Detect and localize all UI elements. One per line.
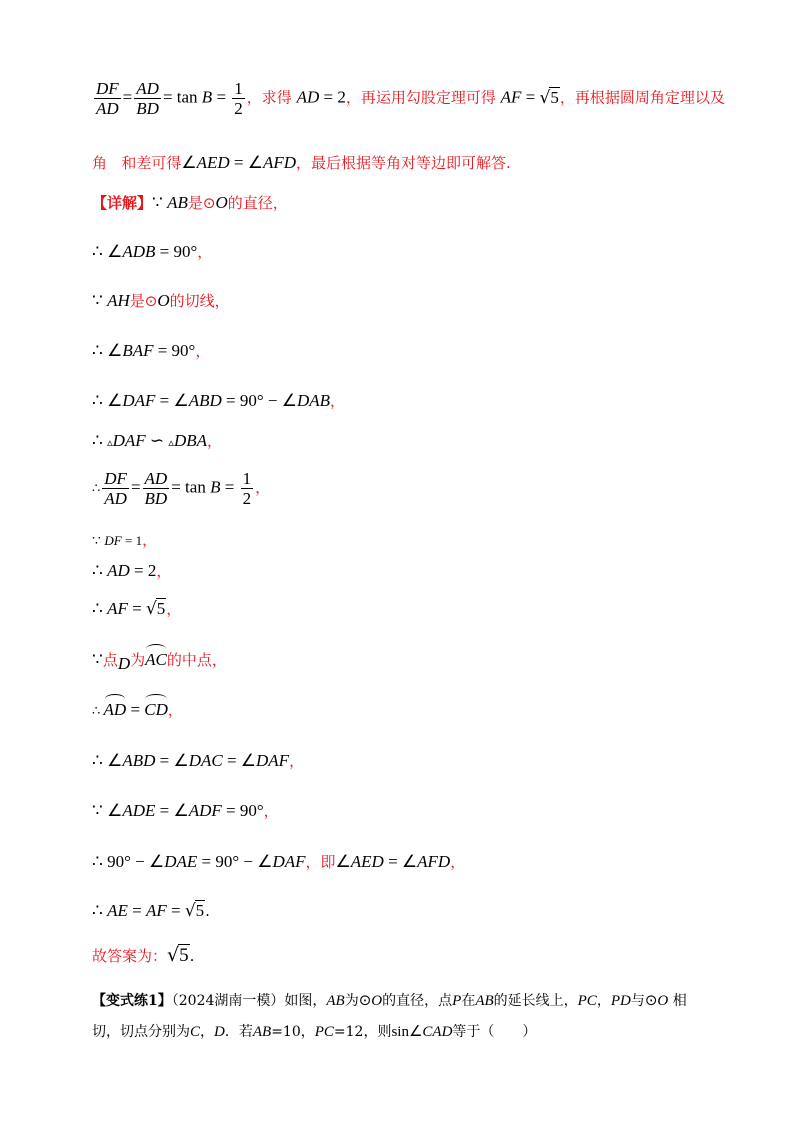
sqrt-5: √5 (539, 87, 559, 108)
q-text-2f: 等于（ ） (452, 1024, 537, 1040)
q-text-1h: 相 (672, 993, 687, 1009)
step-arc-equal: ∴ AD = CD， (92, 700, 183, 719)
q-text-2e: =12，则 (333, 1024, 392, 1040)
circle-dot-icon: ⊙ (144, 292, 158, 310)
arc-ad: AD (103, 700, 127, 719)
q-text-2c: ．若 (224, 1024, 253, 1040)
q-text-1d: 在 (461, 993, 476, 1009)
question-line-2: 切，切点分别为C，D．若AB=10，PC=12，则sin∠CAD等于（ ） (92, 1024, 537, 1040)
text-qiude: ，求得 (246, 88, 292, 107)
arc-cd: CD (144, 700, 168, 719)
fraction-df-ad-2: $\frac{DF}{AD}$ (104, 469, 127, 508)
text-hecha: 和差可得 (121, 154, 182, 172)
text-yuanzhou: ，再根据圆周角定理以及 (559, 88, 725, 107)
text-gougu: ，再运用勾股定理可得 (345, 88, 496, 107)
sqrt-5-answer: √5 (167, 944, 189, 966)
question-source: （2024湖南一模） (171, 993, 285, 1009)
text-de-qiexian: 的切线， (169, 292, 230, 310)
q-text-1c: 的直径，点 (382, 993, 453, 1009)
q-text-1g: 与 (630, 993, 645, 1009)
step-af-sqrt5: ∴ AF = √5， (92, 599, 182, 619)
step-angle-daf: ∴ ∠DAF = ∠ABD = 90° − ∠DAB， (92, 391, 346, 410)
step-ad-2: ∴ AD = 2， (92, 561, 172, 580)
step-angle-equal: ∴ ∠ABD = ∠DAC = ∠DAF， (92, 751, 305, 770)
q-text-1a: 如图， (284, 993, 327, 1009)
text-shi-2: 是 (129, 292, 145, 310)
text-de-zhijing: 的直径， (227, 194, 288, 212)
text-jiao: 角 (92, 154, 108, 172)
step-df-1: ∵ DF = 1， (92, 531, 158, 549)
detail-heading: 【详解】 (92, 194, 153, 212)
step-ah-tangent: ∵ AH是⊙O的切线， (92, 291, 230, 310)
q-text-2a: 切，切点分别为 (92, 1024, 190, 1040)
q-text-1e: 的延长线上， (493, 993, 578, 1009)
detail-heading-line: 【详解】∵ AB是⊙O的直径， (92, 193, 288, 212)
text-ji: ，即 (305, 853, 336, 871)
q-text-2b: ， (200, 1024, 215, 1040)
step-aed-afd: ∴ 90° − ∠DAE = 90° − ∠DAF，即∠AED = ∠AFD， (92, 852, 466, 871)
text-shi: 是 (187, 194, 203, 212)
fraction-ad-bd-2: $\frac{AD}{BD}$ (144, 469, 168, 508)
fraction-ad-bd: $\frac{AD}{BD}$ (136, 79, 159, 118)
arc-ac: AC (145, 650, 167, 669)
step-angle-adb: ∴ ∠ADB = 90°， (92, 242, 213, 261)
circle-dot-icon: ⊙ (644, 991, 658, 1009)
analysis-line-1: $\frac{DF}{AD}$ = $\frac{AD}{BD}$ = tan B = $\frac{1}{2}$ ，求得 AD = 2，再运用勾股定理可得 AF = √5，再根据圆周角定理以及 (96, 79, 725, 118)
question-line-1: 【变式练1】（2024湖南一模）如图，AB为⊙O的直径，点P在AB的延长线上，PC，PD与⊙O 相 (92, 991, 687, 1009)
step-midpoint: ∵点D为AC的中点， (92, 650, 227, 673)
step-right-angles: ∵ ∠ADE = ∠ADF = 90°， (92, 801, 279, 820)
step-ratio: ∴ $\frac{DF}{AD}$ = $\frac{AD}{BD}$ = tan B = $\frac{1}{2}$ ， (92, 469, 271, 508)
q-text-2d: =10， (271, 1024, 315, 1040)
sqrt-5-3: √5 (184, 901, 205, 921)
text-de-zhongdian: 的中点， (166, 651, 227, 669)
q-text-1f: ， (596, 993, 611, 1009)
circle-dot-icon: ⊙ (358, 991, 372, 1009)
fraction-one-half: $\frac{1}{2}$ (234, 79, 243, 118)
answer-line: 故答案为：√5. (92, 944, 195, 966)
step-angle-baf: ∴ ∠BAF = 90°， (92, 341, 211, 360)
step-ae-af: ∴ AE = AF = √5. (92, 901, 210, 921)
text-wei: 为 (130, 651, 146, 669)
analysis-line-2: 角 和差可得∠AED = ∠AFD，最后根据等角对等边即可解答. (92, 153, 511, 172)
sqrt-5-2: √5 (145, 599, 166, 619)
step-similar: ∴ ▵DAF ∽ ▵DBA， (92, 431, 222, 450)
fraction-df-ad: $\frac{DF}{AD}$ (96, 79, 119, 118)
circle-dot-icon: ⊙ (202, 194, 216, 212)
text-dian: 点 (102, 651, 118, 669)
question-label: 【变式练1】 (92, 993, 172, 1009)
q-text-1b: 为 (344, 993, 359, 1009)
answer-label: 故答案为： (92, 947, 168, 965)
text-zuihou: ，最后根据等角对等边即可解答. (296, 154, 511, 172)
fraction-one-half-2: $\frac{1}{2}$ (242, 469, 252, 508)
